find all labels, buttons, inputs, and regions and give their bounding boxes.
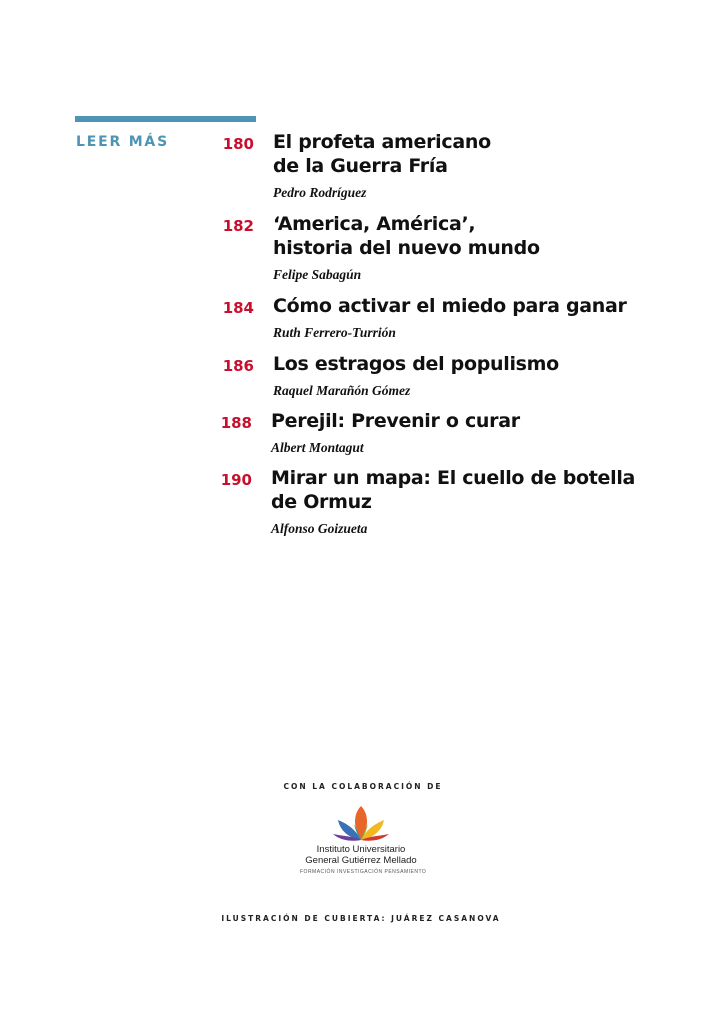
toc-page-number: 190	[220, 471, 252, 489]
toc-title-line: de la Guerra Fría	[273, 155, 448, 177]
toc-title-line: ‘America, América’,	[273, 213, 476, 235]
toc-page-number: 180	[222, 135, 254, 153]
toc-title[interactable]	[273, 130, 491, 178]
logo-text-line2: General Gutiérrez Mellado	[305, 855, 417, 866]
toc-page-number: 188	[220, 414, 252, 432]
toc-title[interactable]	[273, 352, 559, 376]
toc-title[interactable]	[273, 294, 627, 318]
toc-author: Felipe Sabagún	[273, 267, 362, 282]
toc-title-line: Mirar un mapa: El cuello de botella	[271, 467, 636, 489]
toc-title-line: historia del nuevo mundo	[273, 237, 540, 259]
toc-title-line: Los estragos del populismo	[273, 353, 559, 375]
toc-author: Albert Montagut	[271, 440, 364, 455]
toc-title-line: El profeta americano	[273, 131, 491, 153]
toc-author: Ruth Ferrero-Turrión	[273, 325, 396, 340]
section-label: LEER MÁS	[76, 134, 169, 150]
toc-title-line: Cómo activar el miedo para ganar	[273, 295, 627, 317]
toc-title[interactable]	[273, 212, 540, 260]
toc-page-number: 186	[222, 357, 254, 375]
logo-text-line1: Instituto Universitario	[316, 844, 406, 855]
toc-author: Alfonso Goizueta	[271, 521, 368, 536]
logo-tagline: FORMACIÓN INVESTIGACIÓN PENSAMIENTO	[300, 869, 427, 875]
toc-page-number: 182	[222, 217, 254, 235]
toc-page-number: 184	[222, 299, 254, 317]
toc-title-line: Perejil: Prevenir o curar	[271, 410, 520, 432]
lotus-logo-icon	[332, 804, 390, 844]
toc-title[interactable]	[271, 466, 635, 514]
toc-author: Raquel Marañón Gómez	[273, 383, 411, 398]
collaboration-label: CON LA COLABORACIÓN DE	[283, 782, 443, 791]
cover-credit: ILUSTRACIÓN DE CUBIERTA: JUÁREZ CASANOVA	[221, 914, 501, 923]
toc-title-line: de Ormuz	[271, 491, 372, 513]
toc-author: Pedro Rodríguez	[273, 185, 367, 200]
institute-logo	[300, 804, 427, 880]
toc-title[interactable]	[271, 409, 520, 433]
section-accent-bar	[75, 116, 256, 122]
